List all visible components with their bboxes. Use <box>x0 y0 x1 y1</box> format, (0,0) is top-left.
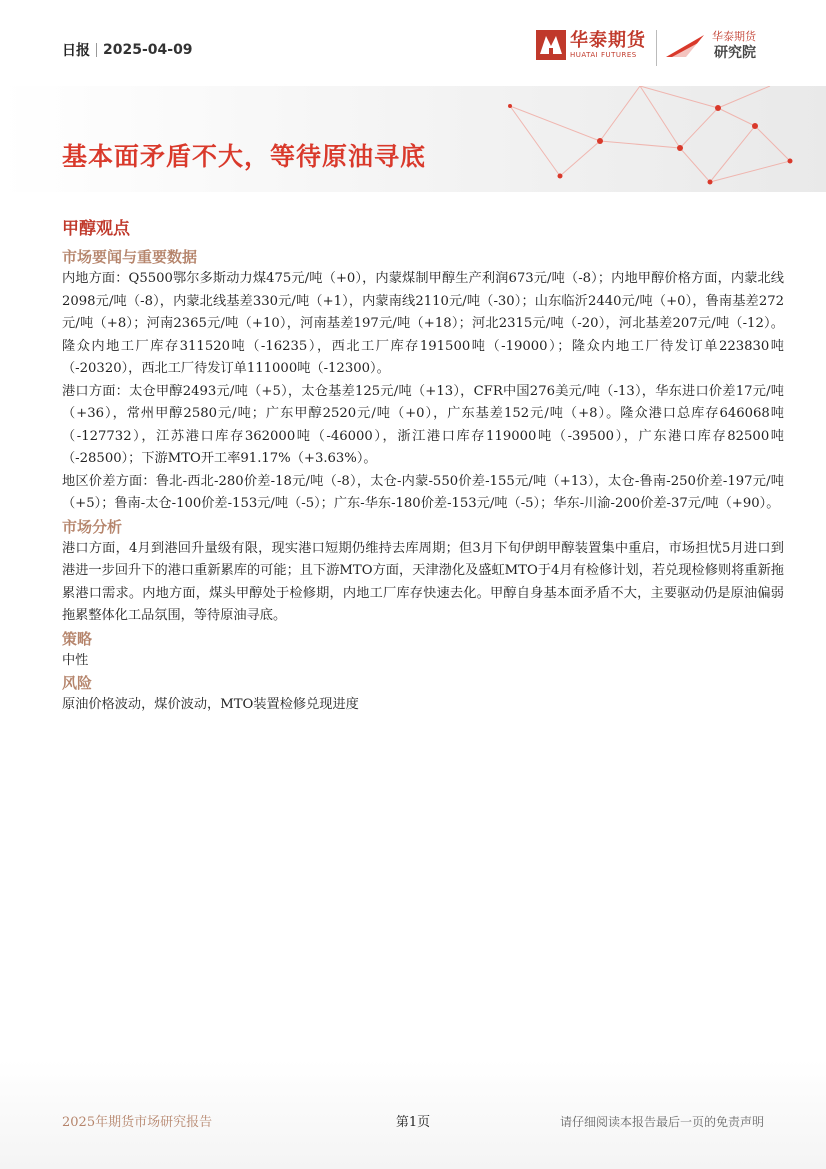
logo-divider <box>656 30 657 66</box>
report-title: 基本面矛盾不大，等待原油寻底 <box>62 142 427 171</box>
institute-text-bottom: 研究院 <box>714 45 756 61</box>
logo-text-cn: 华泰期货 <box>570 29 646 51</box>
institute-text-top: 华泰期货 <box>712 30 756 43</box>
divider <box>96 43 97 57</box>
footer-report-name: 2025年期货市场研究报告 <box>62 1115 213 1130</box>
strategy-text: 中性 <box>62 652 89 668</box>
strategy-heading: 策略 <box>62 629 93 648</box>
news-heading: 市场要闻与重要数据 <box>62 248 198 266</box>
research-institute-logo <box>664 30 756 62</box>
page-number: 第1页 <box>395 1115 431 1130</box>
risk-text: 原油价格波动，煤价波动，MTO装置检修兑现进度 <box>62 697 359 712</box>
news-paragraph-spread: 地区价差方面：鲁北-西北-280价差-18元/吨（-8），太仓-内蒙-550价差-155元/吨（+13），太仓-鲁南-250价差-197元/吨（+5）；鲁南-太仓-100价差-153元/吨（-5）；广东-华东-180价差-153元/吨（-5）；华东-川渝-200价差-37元/吨（+90）。 <box>62 473 784 511</box>
analysis-heading: 市场分析 <box>62 517 123 536</box>
risk-heading: 风险 <box>62 674 93 692</box>
page-header <box>0 0 826 80</box>
disclaimer-note: 请仔细阅读本报告最后一页的免责声明 <box>559 1115 764 1129</box>
huatai-logo-icon <box>536 30 566 60</box>
report-type: 日报 <box>62 43 90 59</box>
report-meta <box>62 40 193 60</box>
logo-text-en: HUATAI FUTURES <box>570 50 637 59</box>
analysis-text: 港口方面，4月到港回升量级有限，现实港口短期仍维持去库周期；但3月下旬伊朗甲醇装置集中重启，市场担忧5月进口到港进一步回升下的港口重新累库的可能；且下游MTO方面，天津渤化及盛虹MTO于4月有检修计划，若兑现检修则将重新拖累港口需求。内地方面，煤头甲醇处于检修期，内地工厂库存快速去化。甲醇自身基本面矛盾不大，主要驱动仍是原油偏弱拖累整体化工品氛围，等待原油寻底。 <box>62 540 784 623</box>
news-paragraph-port: 港口方面：太仓甲醇2493元/吨（+5），太仓基差125元/吨（+13），CFR中国276美元/吨（-13），华东进口价差17元/吨（+36），常州甲醇2580元/吨；广东甲醇2520元/吨（+0），广东基差152元/吨（+8）。隆众港口总库存646068吨（-127732），江苏港口库存362000吨（-46000），浙江港口库存119000吨（-39500），广东港口库存82500吨（-28500）；下游MTO开工率91.17%（+3.63%）。 <box>62 383 784 466</box>
section-title: 甲醇观点 <box>62 219 130 239</box>
news-paragraph-inland: 内地方面：Q5500鄂尔多斯动力煤475元/吨（+0），内蒙煤制甲醇生产利润673元/吨（-8）；内地甲醇价格方面，内蒙北线2098元/吨（-8），内蒙北线基差330元/吨（+1），内蒙南线2110元/吨（-30）；山东临沂2440元/吨（+0），鲁南基差272元/吨（+8）；河南2365元/吨（+10），河南基差197元/吨（+18）；河北2315元/吨（-20），河北基差207元/吨（-12）。隆众内地工厂库存311520吨（-16235），西北工厂库存191500吨（-19000）；隆众内地工厂待发订单223830吨（-20320），西北工厂待发订单111000吨（-12300）。 <box>62 271 784 376</box>
institute-logo-icon <box>664 31 708 61</box>
report-body <box>62 246 784 717</box>
network-decoration <box>470 86 826 192</box>
report-date: 2025-04-09 <box>103 42 193 58</box>
huatai-futures-logo <box>536 30 646 60</box>
